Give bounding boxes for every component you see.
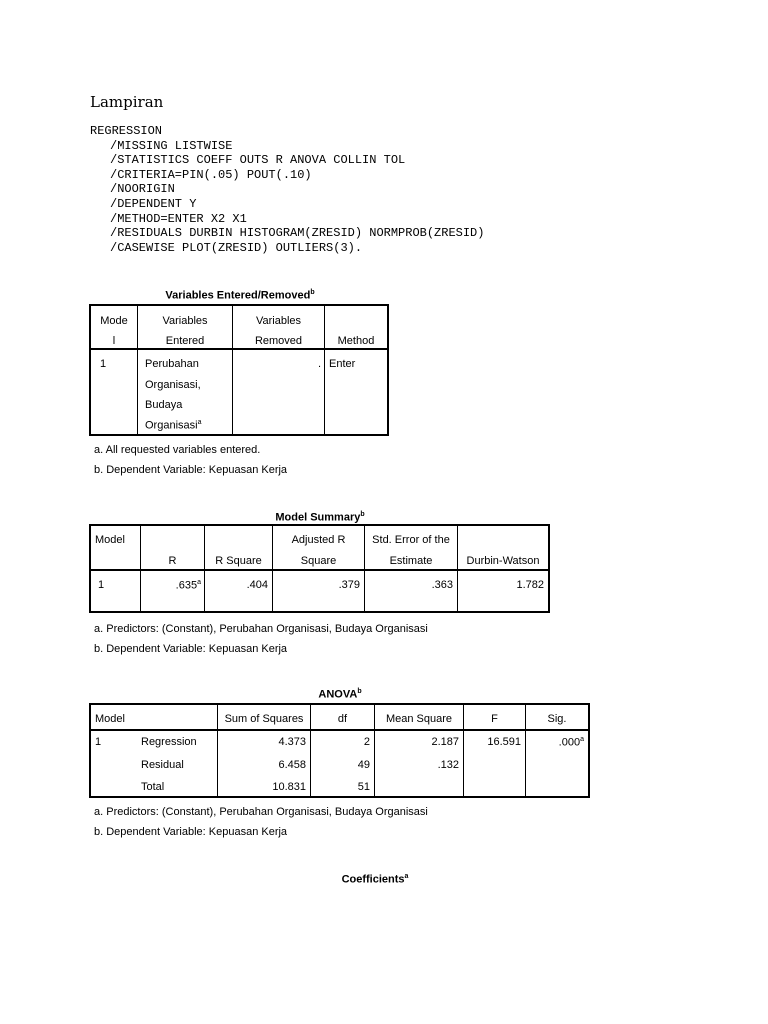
cell-ms: 2.187 [431, 736, 459, 748]
header-method: Method [337, 335, 375, 347]
header-durbin-watson: Durbin-Watson [466, 555, 540, 567]
row-label-regression: Regression [141, 736, 197, 748]
cell-df: 2 [363, 736, 370, 748]
header-adjusted-1: Adjusted R [291, 534, 346, 546]
header-model-2: l [112, 335, 116, 347]
row-r: .635$^a$ [175, 579, 201, 592]
footnote: a. All requested variables entered. [94, 444, 261, 456]
syntax-line: /DEPENDENT Y [110, 196, 197, 211]
header-sum-of-squares: Sum of Squares [224, 713, 304, 725]
header-mean-square: Mean Square [385, 713, 453, 725]
row-model: 1 [95, 736, 102, 748]
entered-line: Organisasi$^a$ [145, 419, 202, 432]
syntax-line: /RESIDUALS DURBIN HISTOGRAM(ZRESID) NORMPROB(ZRESID) [110, 226, 485, 241]
row-std-error: .363 [431, 579, 453, 591]
header-std-error-2: Estimate [389, 555, 433, 567]
syntax-line: REGRESSION [90, 124, 163, 138]
variables-entered-caption: Variables Entered/Removed$^b$ [165, 289, 315, 302]
row-adjusted: .379 [338, 579, 360, 591]
header-df: df [337, 713, 348, 725]
row-method: Enter [329, 358, 356, 370]
footnote: b. Dependent Variable: Kepuasan Kerja [94, 826, 288, 838]
cell-ss: 4.373 [278, 736, 306, 748]
header-divider [91, 729, 588, 731]
footnote: b. Dependent Variable: Kepuasan Kerja [94, 643, 288, 655]
cell-df: 49 [357, 759, 370, 771]
cell-df: 51 [357, 781, 370, 793]
row-label-residual: Residual [141, 759, 184, 771]
header-r-square: R Square [215, 555, 262, 567]
header-std-error-1: Std. Error of the [372, 534, 450, 546]
anova-caption: ANOVA$^b$ [318, 688, 362, 701]
entered-line: Perubahan [145, 358, 199, 370]
page-title: Lampiran [90, 93, 164, 111]
entered-line: Budaya [145, 399, 183, 411]
header-r: R [168, 555, 177, 567]
syntax-line: /METHOD=ENTER X2 X1 [110, 211, 247, 226]
coefficients-caption: Coefficients$^a$ [341, 873, 409, 886]
model-summary-caption: Model Summary$^b$ [275, 511, 365, 524]
syntax-line: /NOORIGIN [110, 182, 175, 197]
row-label-total: Total [141, 781, 165, 793]
entered-line: Organisasi, [145, 379, 201, 391]
syntax-line: /CASEWISE PLOT(ZRESID) OUTLIERS(3). [110, 240, 363, 255]
cell-ss: 10.831 [272, 781, 306, 793]
syntax-line: /STATISTICS COEFF OUTS R ANOVA COLLIN TOL [110, 153, 406, 168]
row-model: 1 [100, 358, 107, 370]
header-removed-1: Variables [255, 315, 302, 327]
syntax-line: /MISSING LISTWISE [110, 138, 233, 153]
row-removed: . [317, 358, 321, 370]
header-entered-2: Entered [165, 335, 205, 347]
header-sig: Sig. [547, 713, 567, 725]
header-model: Model [95, 534, 125, 546]
header-model-1: Mode [100, 315, 128, 327]
syntax-line: /CRITERIA=PIN(.05) POUT(.10) [110, 167, 312, 182]
regression-syntax [90, 124, 484, 255]
footnote: b. Dependent Variable: Kepuasan Kerja [94, 464, 288, 476]
column-divider [324, 306, 325, 434]
cell-ms: .132 [437, 759, 459, 771]
header-adjusted-2: Square [300, 555, 337, 567]
footnote: a. Predictors: (Constant), Perubahan Organisasi, Budaya Organisasi [94, 806, 428, 818]
cell-f: 16.591 [487, 736, 521, 748]
header-divider [91, 569, 548, 571]
cell-sig: .000$^a$ [558, 736, 584, 749]
row-model: 1 [98, 579, 105, 591]
header-model: Model [95, 713, 125, 725]
header-f: F [491, 713, 498, 725]
row-r-square: .404 [246, 579, 268, 591]
footnote: a. Predictors: (Constant), Perubahan Organisasi, Budaya Organisasi [94, 623, 428, 635]
header-divider [91, 348, 387, 350]
cell-ss: 6.458 [278, 759, 306, 771]
header-entered-1: Variables [162, 315, 208, 327]
row-durbin-watson: 1.782 [516, 579, 544, 591]
header-removed-2: Removed [254, 335, 303, 347]
